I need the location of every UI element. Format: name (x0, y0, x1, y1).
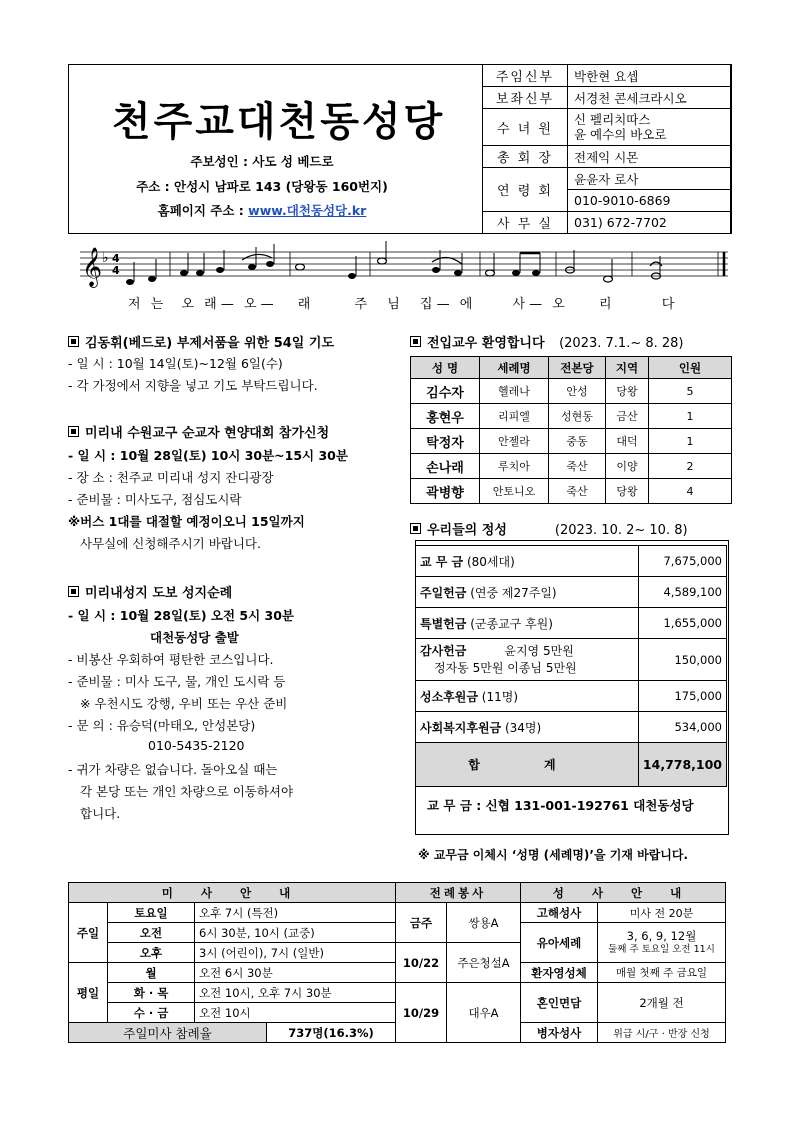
table-cell: 성현동 (549, 404, 606, 429)
notice-line: - 일 시 : 10월 28일(토) 10시 30분~15시 30분 (68, 448, 348, 463)
parish-name: 천주교대천동성당 (112, 98, 446, 145)
table-cell: 인원 (649, 357, 732, 379)
table-cell: 혼인면담 (521, 983, 598, 1023)
table-cell: 안토니오 (480, 479, 549, 504)
table-cell: 쌍용A (447, 903, 521, 943)
table-cell: 4,589,100 (638, 577, 726, 608)
staff-name: 서경천 콘세크라시오 (568, 87, 731, 109)
staff-role: 연 령 회 (483, 168, 568, 212)
table-cell: 10/29 (396, 983, 447, 1043)
table-cell: 금주 (396, 903, 447, 943)
table-cell: 1 (649, 429, 732, 454)
table-cell: 곽병향 (411, 479, 480, 504)
table-row (411, 454, 732, 479)
homepage-label: 홈페이지 주소 : (157, 203, 249, 218)
table-cell: 3시 (어린이), 7시 (일반) (195, 943, 396, 963)
svg-text:4: 4 (112, 252, 120, 265)
square-bullet-icon (68, 586, 79, 597)
treble-clef-icon: 𝄞 (82, 247, 103, 287)
table-cell: 특별헌금 (군종교구 후원) (416, 608, 639, 639)
notice-line: - 귀가 차량은 없습니다. 돌아오실 때는 (68, 762, 278, 777)
notice-line: 각 본당 또는 개인 차량으로 이동하셔야 (80, 784, 294, 799)
square-bullet-icon (68, 336, 79, 347)
notice-line: - 문 의 : 유승덕(마태오, 안성본당) (68, 718, 256, 733)
table-cell: 홍현우 (411, 404, 480, 429)
notice-line: 합니다. (80, 806, 121, 821)
staff-name: 박한현 요셉 (568, 65, 731, 87)
schedule-table (68, 882, 726, 1043)
table-cell: 이양 (606, 454, 649, 479)
table-cell: 150,000 (638, 639, 726, 681)
table-cell: 수 · 금 (108, 1003, 195, 1023)
notice-line: - 일 시 : 10월 14일(토)~12월 6일(수) (68, 356, 283, 371)
table-cell: 당왕 (606, 479, 649, 504)
notice-line: - 준비물 : 미사 도구, 물, 개인 도시락 등 (68, 674, 286, 689)
table-cell: 오후 (108, 943, 195, 963)
table-row (411, 404, 732, 429)
table-row (416, 546, 727, 577)
hymn-lyrics: 저 는 오 래 — 오 — 래 주 님 집 — 에 사 — 오 리 다 (128, 297, 675, 312)
table-cell: 합 계 (416, 743, 639, 787)
table-cell: 탁정자 (411, 429, 480, 454)
table-cell: 성 명 (411, 357, 480, 379)
notice-line: 사무실에 신청해주시기 바랍니다. (80, 536, 261, 551)
notice-line: - 각 가정에서 지향을 넣고 기도 부탁드립니다. (68, 378, 318, 393)
staff-name: 전제익 시몬 (568, 146, 731, 168)
table-cell: 화 · 목 (108, 983, 195, 1003)
table-row (416, 608, 727, 639)
table-cell: 교 무 금 (80세대) (416, 546, 639, 577)
table-cell: 2개월 전 (598, 983, 726, 1023)
staff-table (482, 64, 731, 234)
table-cell: 주일미사 참례율 (69, 1023, 267, 1043)
newcomers-table (410, 356, 732, 504)
table-cell: 유아세례 (521, 923, 598, 963)
table-cell: 평일 (69, 963, 108, 1023)
table-cell: 주은청설A (447, 943, 521, 983)
table-cell: 리피엘 (480, 404, 549, 429)
table-row (416, 712, 727, 743)
staff-role: 보좌신부 (483, 87, 568, 109)
staff-role: 사 무 실 (483, 212, 568, 234)
table-cell: 1 (649, 404, 732, 429)
notice-line: 대천동성당 출발 (150, 630, 239, 645)
bank-account: 교 무 금 : 신협 131-001-192761 대천동성당 (427, 798, 694, 813)
table-cell: 감사헌금 윤지영 5만원 정자동 5만원 이종님 5만원 (416, 639, 639, 681)
table-cell: 737명(16.3%) (267, 1023, 396, 1043)
notice-title: 미리내 수원교구 순교자 현양대회 참가신청 (68, 422, 398, 446)
patron: 주보성인 : 사도 성 베드로 (190, 154, 334, 169)
table-cell: 위급 시/구 · 반장 신청 (598, 1023, 726, 1043)
square-bullet-icon (410, 523, 421, 534)
notice-title: 미리내성지 도보 성지순례 (68, 582, 398, 606)
mass-title: 미 사 안 내 (69, 883, 396, 903)
table-cell: 병자성사 (521, 1023, 598, 1043)
table-cell: 손나래 (411, 454, 480, 479)
table-cell: 중동 (549, 429, 606, 454)
offering-table (415, 545, 727, 787)
table-cell: 월 (108, 963, 195, 983)
table-cell: 오전 6시 30분 (195, 963, 396, 983)
staff-phone: 010-9010-6869 (568, 190, 731, 212)
altar-title: 전례봉사 (396, 883, 521, 903)
table-cell: 죽산 (549, 479, 606, 504)
table-cell: 14,778,100 (638, 743, 726, 787)
table-cell: 대우A (447, 983, 521, 1043)
notice-line: - 장 소 : 천주교 미리내 성지 잔디광장 (68, 470, 274, 485)
table-cell: 안젤라 (480, 429, 549, 454)
table-cell: 오전 (108, 923, 195, 943)
table-cell: 죽산 (549, 454, 606, 479)
table-cell: 대덕 (606, 429, 649, 454)
table-cell: 환자영성체 (521, 963, 598, 983)
staff-role: 주임신부 (483, 65, 568, 87)
table-cell: 세례명 (480, 357, 549, 379)
square-bullet-icon (410, 336, 421, 347)
table-cell: 토요일 (108, 903, 195, 923)
notice-line: ※ 우천시도 강행, 우비 또는 우산 준비 (80, 696, 288, 711)
table-cell: 10/22 (396, 943, 447, 983)
table-cell: 오전 10시, 오후 7시 30분 (195, 983, 396, 1003)
svg-text:4: 4 (112, 264, 120, 277)
table-cell: 1,655,000 (638, 608, 726, 639)
newcomers-title: 전입교우 환영합니다 (2023. 7.1.~ 8. 28) (410, 332, 684, 351)
staff-name: 신 펠리치따스 윤 예수의 바오로 (568, 109, 731, 146)
notice-line: - 준비물 : 미사도구, 점심도시락 (68, 492, 242, 507)
staff-role: 수 녀 원 (483, 109, 568, 146)
table-cell: 금산 (606, 404, 649, 429)
table-row (411, 429, 732, 454)
table-cell: 7,675,000 (638, 546, 726, 577)
table-row (411, 379, 732, 404)
notice-title: 김동휘(베드로) 부제서품을 위한 54일 기도 (68, 332, 398, 354)
table-cell: 미사 전 20분 (598, 903, 726, 923)
table-cell: 김수자 (411, 379, 480, 404)
table-cell: 전본당 (549, 357, 606, 379)
table-cell: 루치아 (480, 454, 549, 479)
table-cell: 4 (649, 479, 732, 504)
table-row (416, 577, 727, 608)
address: 주소 : 안성시 남파로 143 (당왕동 160번지) (136, 179, 388, 194)
table-cell: 헬레나 (480, 379, 549, 404)
table-cell: 안성 (549, 379, 606, 404)
notice-line: ※버스 1대를 대절할 예정이오니 15일까지 (68, 514, 305, 529)
offering-title: 우리들의 정성 (2023. 10. 2~ 10. 8) (410, 519, 688, 538)
notices-column (68, 332, 398, 826)
table-cell: 지역 (606, 357, 649, 379)
notice-line: - 일 시 : 10월 28일(토) 오전 5시 30분 (68, 608, 294, 623)
staff-name: 031) 672-7702 (568, 212, 731, 234)
table-cell: 오전 10시 (195, 1003, 396, 1023)
table-cell: 사회복지후원금 (34명) (416, 712, 639, 743)
total-row (416, 743, 727, 787)
table-cell: 매월 첫째 주 금요일 (598, 963, 726, 983)
offering-note: ※ 교무금 이체시 ‘성명 (세례명)’을 기재 바랍니다. (418, 848, 689, 862)
table-cell: 534,000 (638, 712, 726, 743)
table-row (416, 639, 727, 681)
staff-role: 총 회 장 (483, 146, 568, 168)
svg-text:♭: ♭ (102, 250, 109, 266)
table-cell: 6시 30분, 10시 (교중) (195, 923, 396, 943)
table-cell: 5 (649, 379, 732, 404)
table-cell: 2 (649, 454, 732, 479)
square-bullet-icon (68, 426, 79, 437)
homepage-link[interactable]: www.대천동성당.kr (248, 203, 367, 218)
table-row (411, 479, 732, 504)
sacrament-title: 성 사 안 내 (521, 883, 726, 903)
table-cell: 성소후원금 (11명) (416, 681, 639, 712)
table-row (416, 681, 727, 712)
staff-name: 윤윤자 로사 (568, 168, 731, 190)
table-cell: 당왕 (606, 379, 649, 404)
notice-line: - 비봉산 우회하여 평탄한 코스입니다. (68, 652, 274, 667)
table-cell: 오후 7시 (특전) (195, 903, 396, 923)
notice-line: 010-5435-2120 (148, 738, 245, 753)
table-cell: 주일헌금 (연중 제27주일) (416, 577, 639, 608)
table-cell: 3, 6, 9, 12월 둘째 주 토요일 오전 11시 (598, 923, 726, 963)
table-cell: 주일 (69, 903, 108, 963)
table-cell: 175,000 (638, 681, 726, 712)
homepage (92, 201, 432, 219)
table-cell: 고해성사 (521, 903, 598, 923)
